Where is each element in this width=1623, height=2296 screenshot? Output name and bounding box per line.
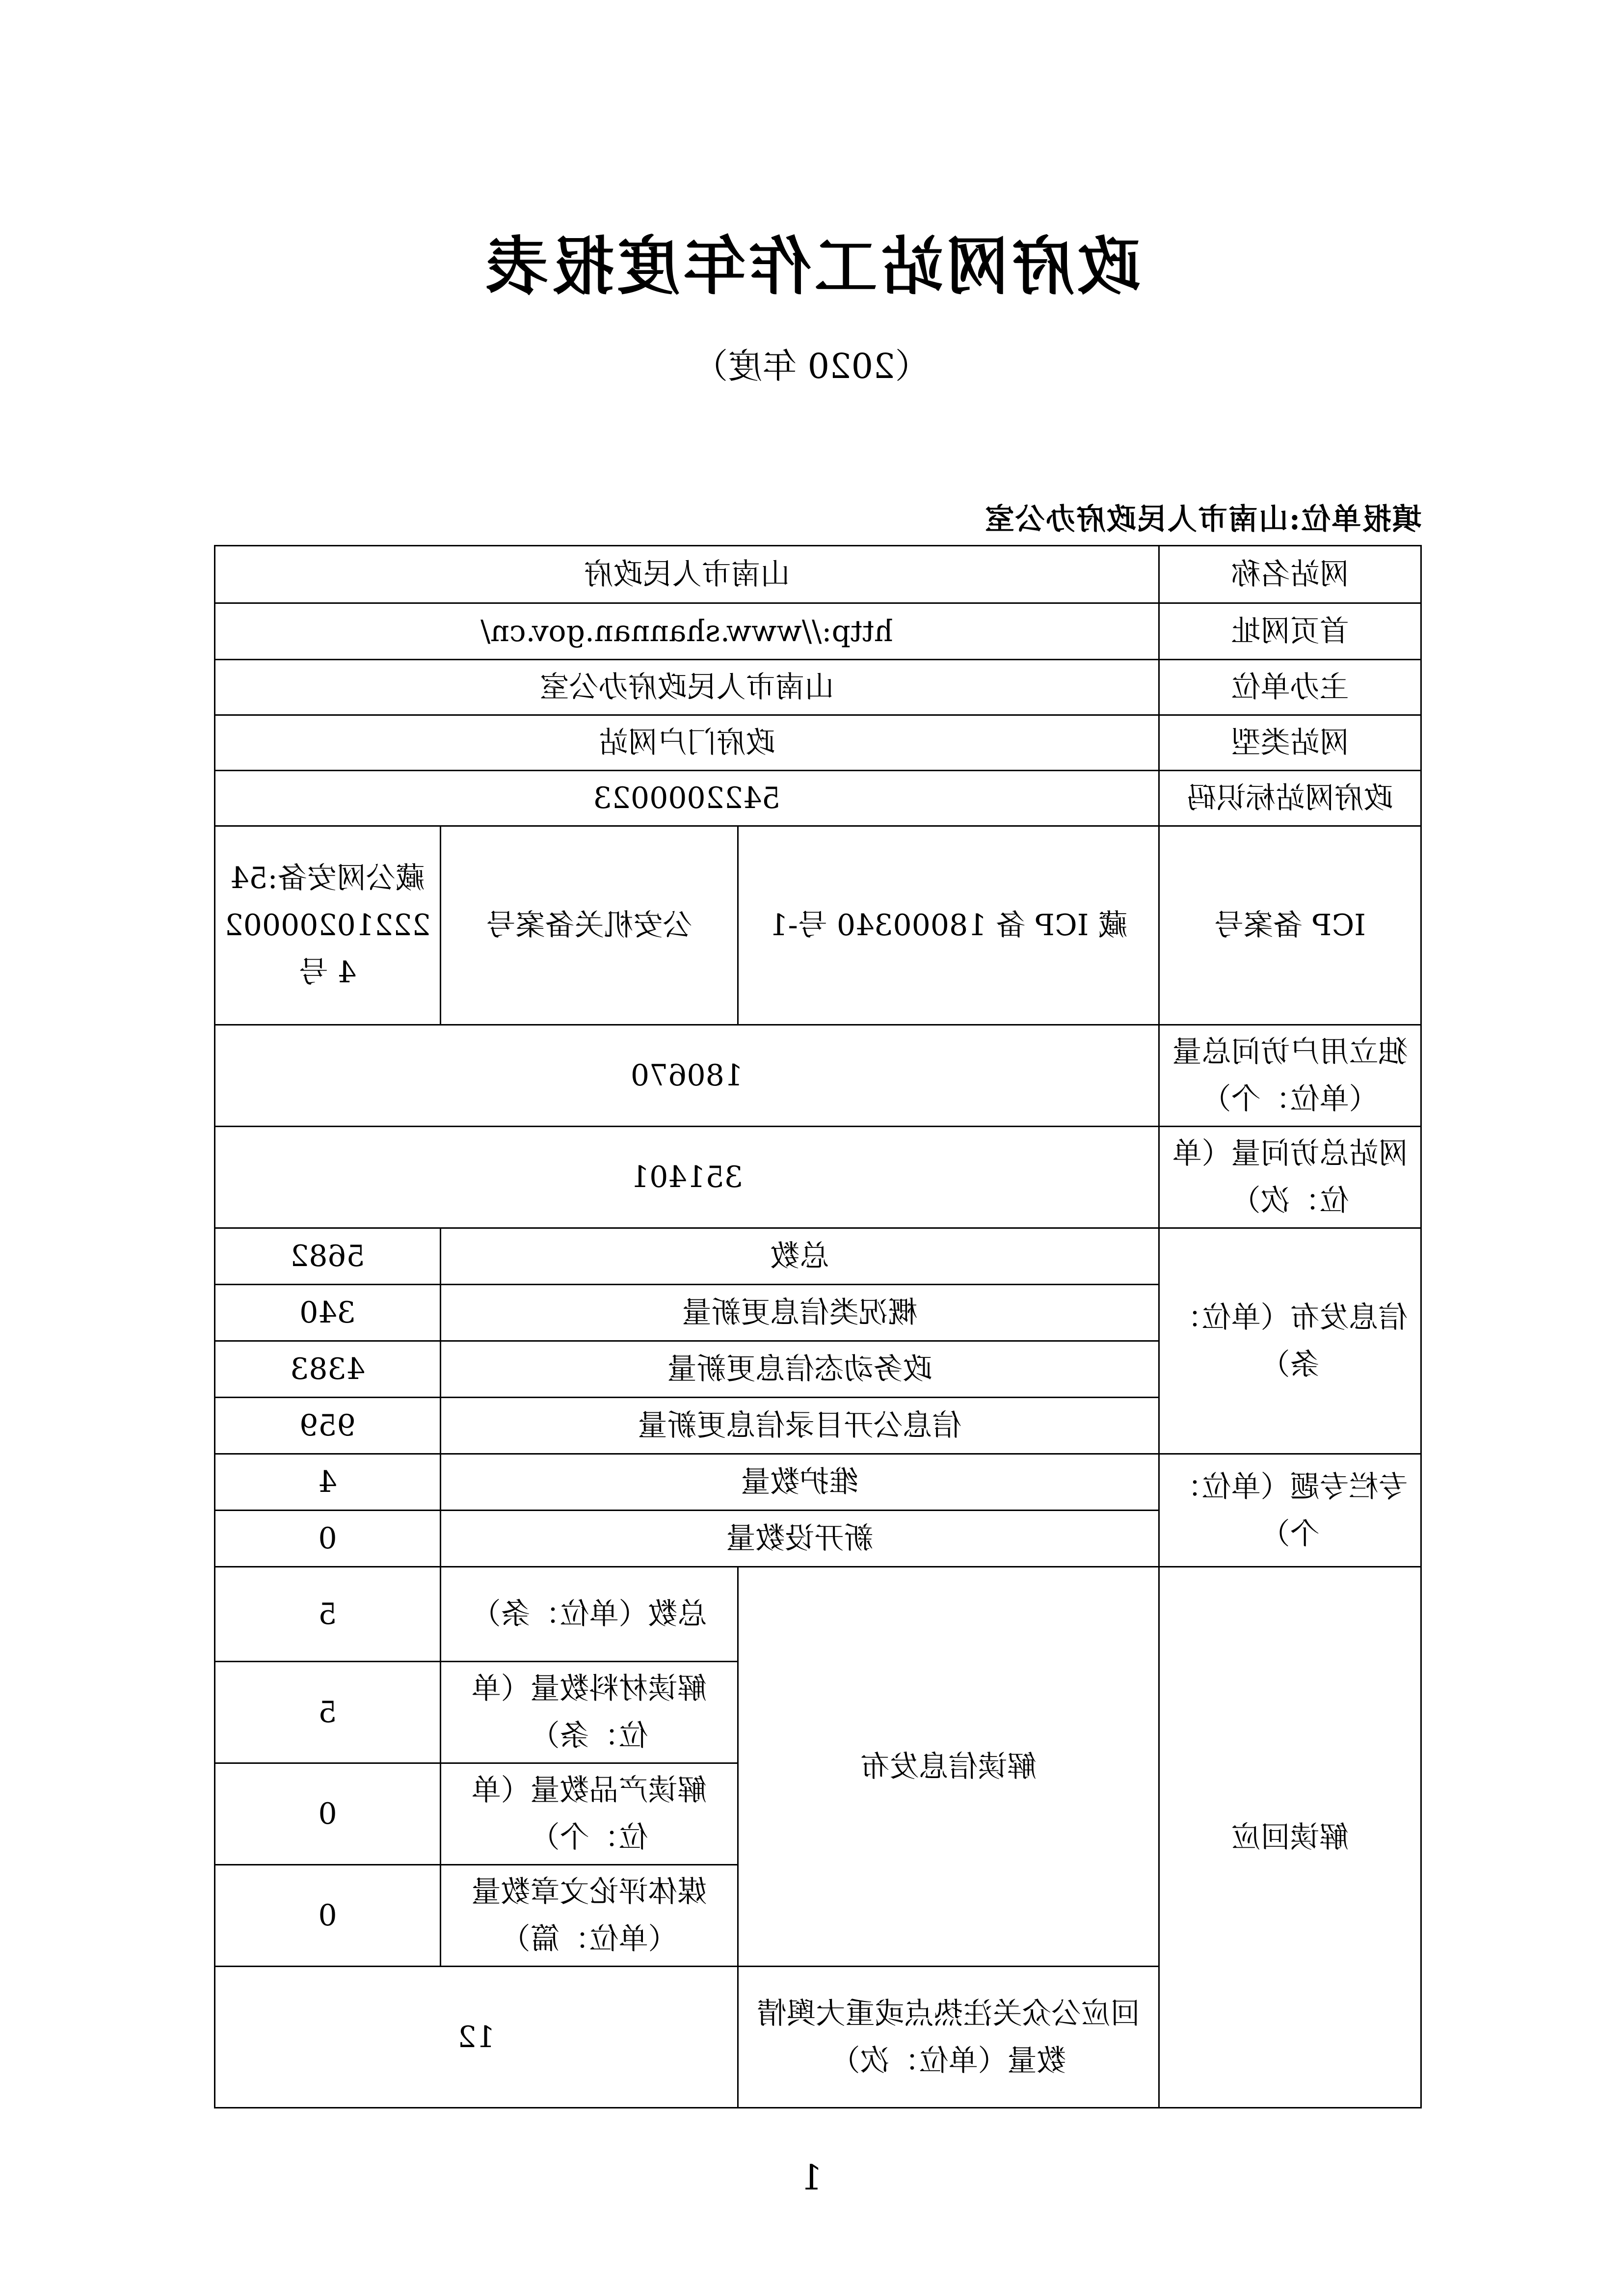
columns-new-value: 0: [214, 1511, 440, 1567]
interp-material-value: 5: [214, 1662, 440, 1763]
police-record-value: 藏公网安备:54222102000024 号: [214, 826, 440, 1025]
page-number: 1: [800, 2158, 823, 2198]
filler-unit: 填报单位:山南市人民政府办公室: [984, 502, 1422, 537]
columns-maintain-value: 4: [214, 1454, 440, 1511]
info-total-label: 总数: [441, 1228, 1159, 1285]
site-name-label: 网站名称: [1159, 546, 1421, 603]
info-catalog-value: 959: [214, 1398, 440, 1454]
page-title: 政府网站工作年度报表: [482, 230, 1141, 303]
interp-media-value: 0: [214, 1865, 440, 1967]
unique-visitors-value: 180670: [214, 1025, 1159, 1127]
site-type-label: 网站类型: [1159, 715, 1421, 771]
interpretation-sub-label: 解读信息发布: [738, 1567, 1159, 1967]
sponsor-value: 山南市人民政府办公室: [214, 660, 1159, 715]
table-row: [214, 1228, 1421, 1285]
icp-value: 藏 ICP 备 18000340 号-1: [738, 826, 1159, 1025]
site-type-value: 政府门户网站: [214, 715, 1159, 771]
report-table: [214, 545, 1422, 2108]
home-url-value: http://www.shannan.gov.cn/: [214, 603, 1159, 660]
info-overview-label: 概况类信息更新量: [441, 1285, 1159, 1341]
table-row: [214, 1454, 1421, 1511]
police-record-label: 公安机关备案号: [441, 826, 738, 1025]
response-value: 12: [214, 1967, 738, 2108]
columns-label: 专栏专题（单位：个）: [1159, 1454, 1421, 1567]
interp-total-label: 总数（单位：条）: [441, 1567, 738, 1662]
unique-visitors-label: 独立用户访问总量（单位：个）: [1159, 1025, 1421, 1127]
table-row: [214, 546, 1421, 603]
table-row: [214, 1127, 1421, 1228]
info-release-label: 信息发布（单位：条）: [1159, 1228, 1421, 1454]
total-visits-label: 网站总访问量（单位：次）: [1159, 1127, 1421, 1228]
site-code-label: 政府网站标识码: [1159, 771, 1421, 826]
total-visits-value: 351401: [214, 1127, 1159, 1228]
response-label: 回应公众关注热点或重大舆情数量（单位：次）: [738, 1967, 1159, 2108]
info-overview-value: 340: [214, 1285, 440, 1341]
icp-label: ICP 备案号: [1159, 826, 1421, 1025]
table-row: [214, 1025, 1421, 1127]
interp-product-label: 解读产品数量（单位：个）: [441, 1763, 738, 1865]
site-name-value: 山南市人民政府: [214, 546, 1159, 603]
info-catalog-label: 信息公开目录信息更新量: [441, 1398, 1159, 1454]
interpretation-label: 解读回应: [1159, 1567, 1421, 2108]
table-row: [214, 660, 1421, 715]
report-year: （2020 年度）: [693, 346, 930, 386]
table-row: [214, 603, 1421, 660]
info-total-value: 5682: [214, 1228, 440, 1285]
table-row: [214, 771, 1421, 826]
sponsor-label: 主办单位: [1159, 660, 1421, 715]
columns-maintain-label: 维护数量: [441, 1454, 1159, 1511]
info-dynamic-label: 政务动态信息更新量: [441, 1341, 1159, 1398]
interp-total-value: 5: [214, 1567, 440, 1662]
site-code-value: 5422000023: [214, 771, 1159, 826]
interp-material-label: 解读材料数量（单位：条）: [441, 1662, 738, 1763]
info-dynamic-value: 4383: [214, 1341, 440, 1398]
table-row: [214, 826, 1421, 1025]
table-row: [214, 1567, 1421, 1662]
interp-media-label: 媒体评论文章数量（单位：篇）: [441, 1865, 738, 1967]
interp-product-value: 0: [214, 1763, 440, 1865]
table-row: [214, 715, 1421, 771]
home-url-label: 首页网址: [1159, 603, 1421, 660]
columns-new-label: 新开设数量: [441, 1511, 1159, 1567]
